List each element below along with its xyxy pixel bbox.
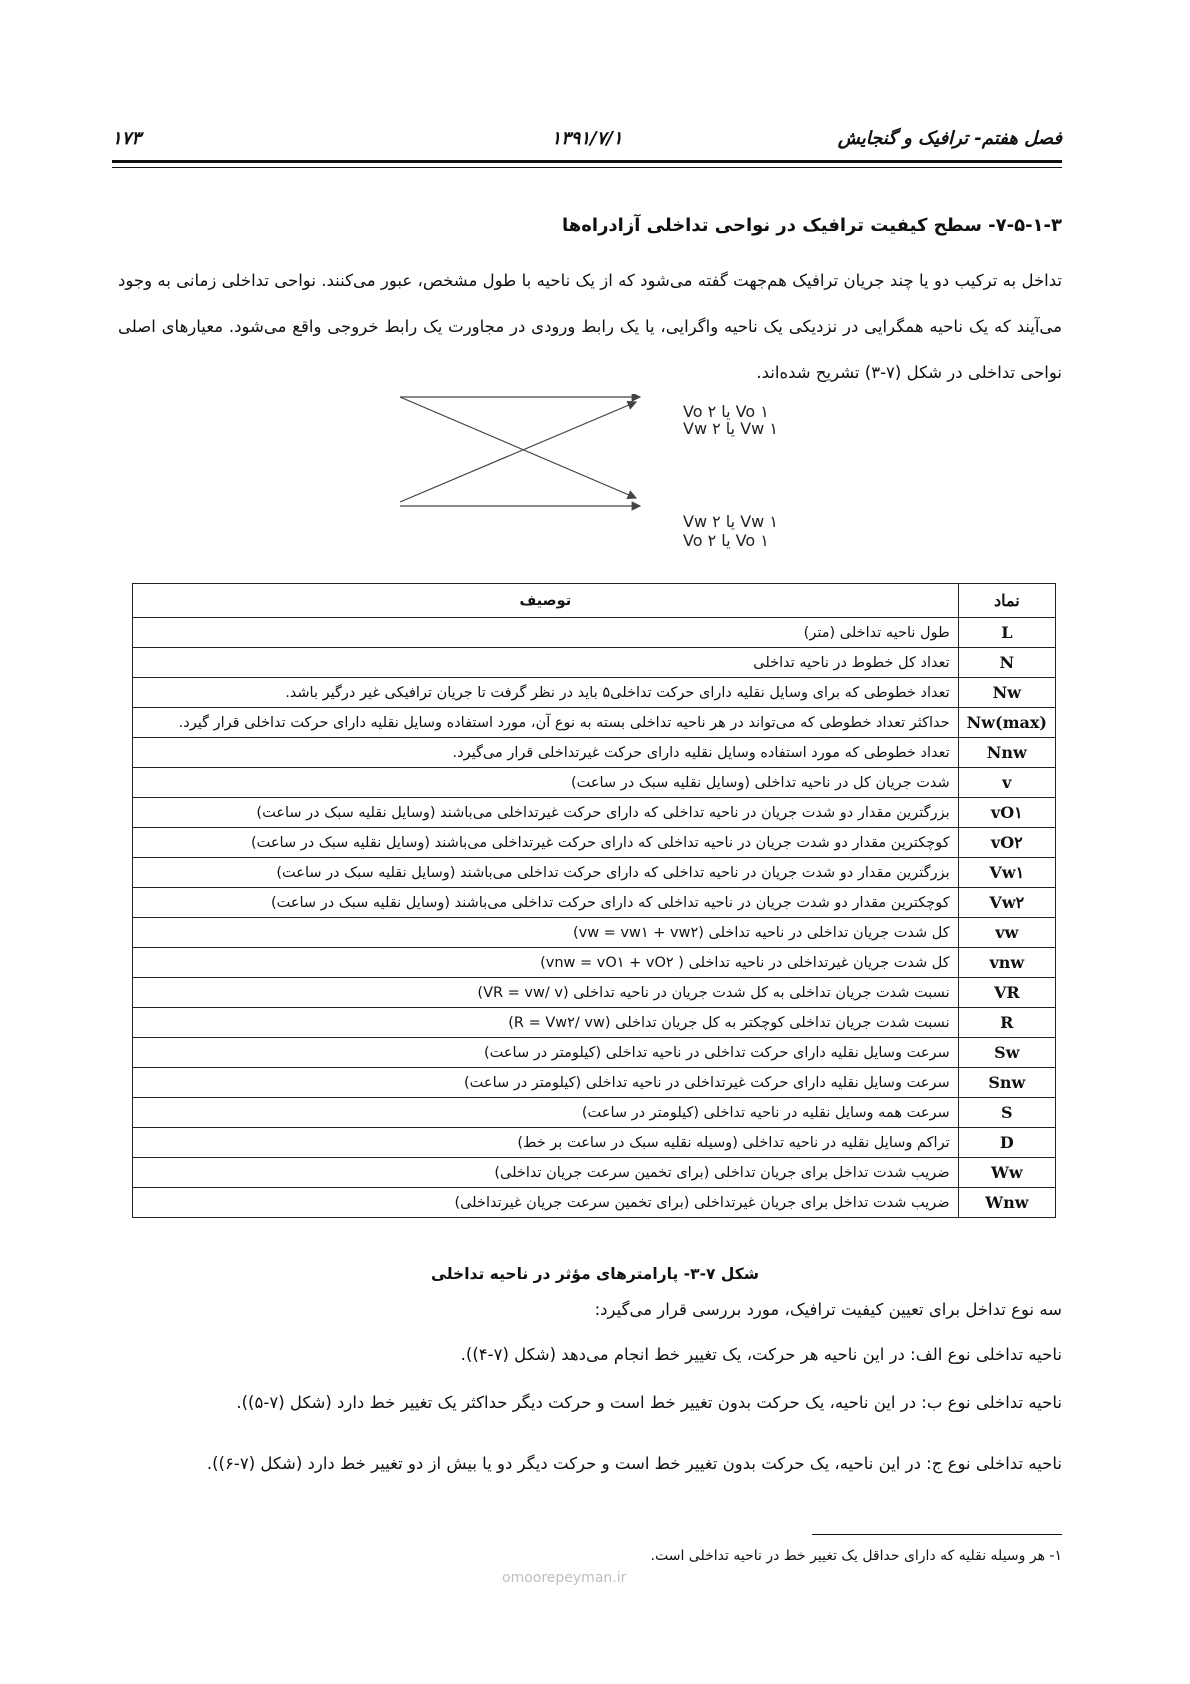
footnote: ۱- هر وسیله نقلیه که دارای حداقل یک تغییر خط در ناحیه تداخلی است. xyxy=(650,1548,1062,1564)
weaving-diagram xyxy=(400,394,820,554)
rising-cross-line xyxy=(400,402,636,502)
row-symbol: Snw xyxy=(958,1068,1055,1098)
table-row xyxy=(133,828,1056,858)
table-row xyxy=(133,678,1056,708)
row-description: ضریب شدت تداخل برای جریان غیرتداخلی (برای تخمین سرعت جریان غیرتداخلی) xyxy=(133,1188,959,1218)
weaving-parameters-table xyxy=(132,583,1056,1218)
row-symbol: Nw xyxy=(958,678,1055,708)
table-row xyxy=(133,798,1056,828)
row-description: کل شدت جریان تداخلی در ناحیه تداخلی (vw = vw۱ + vw۲) xyxy=(133,918,959,948)
table-row xyxy=(133,1098,1056,1128)
paragraph-weaving-definition: تداخل به ترکیب دو یا چند جریان ترافیک هم‌جهت گفته می‌شود که از یک ناحیه با طول مشخص، عبور می‌کنند. نواحی تداخلی زمانی به وجود می‌آیند که یک ناحیه همگرایی در نزدیکی یک ناحیه واگرایی، یا یک رابط ورودی در مجاورت یک رابط خروجی واقع می‌شود. معیارهای اصلی نواحی تداخلی در شکل (۷-۳) تشریح شده‌اند. xyxy=(118,271,1062,382)
weaving-types-intro: سه نوع تداخل برای تعیین کیفیت ترافیک، مورد بررسی قرار می‌گیرد: xyxy=(594,1300,1062,1319)
row-symbol: N xyxy=(958,648,1055,678)
page-number: ۱۷۳ xyxy=(112,128,142,149)
row-symbol: vO۱ xyxy=(958,798,1055,828)
row-symbol: R xyxy=(958,1008,1055,1038)
row-description: سرعت وسایل نقلیه دارای حرکت تداخلی در ناحیه تداخلی (کیلومتر در ساعت) xyxy=(133,1038,959,1068)
row-symbol: Nw(max) xyxy=(958,708,1055,738)
row-symbol: Sw xyxy=(958,1038,1055,1068)
row-symbol: v xyxy=(958,768,1055,798)
header-rule-thin xyxy=(112,167,1062,168)
table-row xyxy=(133,1188,1056,1218)
row-symbol: Vw۱ xyxy=(958,858,1055,888)
page-header xyxy=(112,126,1062,156)
row-description: کوچکترین مقدار دو شدت جریان در ناحیه تداخلی که دارای حرکت غیرتداخلی می‌باشند (وسایل نقلیه سبک در ساعت) xyxy=(133,828,959,858)
header-date: ۱۳۹۱/۷/۱ xyxy=(551,128,623,149)
row-symbol: L xyxy=(958,618,1055,648)
header-rule-thick xyxy=(112,160,1062,163)
table-row xyxy=(133,858,1056,888)
table-row xyxy=(133,1038,1056,1068)
table-row xyxy=(133,648,1056,678)
row-symbol: S xyxy=(958,1098,1055,1128)
row-description: تعداد خطوطی که مورد استفاده وسایل نقلیه دارای حرکت غیرتداخلی قرار می‌گیرد. xyxy=(133,738,959,768)
row-description: تعداد خطوطی که برای وسایل نقلیه دارای حرکت تداخلی۵ باید در نظر گرفت تا جریان ترافیکی غیر درگیر باشد. xyxy=(133,678,959,708)
row-symbol: Vw۲ xyxy=(958,888,1055,918)
falling-cross-line xyxy=(400,397,636,498)
watermark-text: omoorepeyman.ir xyxy=(502,1570,627,1586)
table-row xyxy=(133,1008,1056,1038)
weaving-type-a: ناحیه تداخلی نوع الف: در این ناحیه هر حرکت، یک تغییر خط انجام می‌دهد (شکل (۷-۴)). xyxy=(460,1345,1062,1364)
table-body xyxy=(133,618,1056,1218)
row-symbol: vnw xyxy=(958,948,1055,978)
table-row xyxy=(133,768,1056,798)
row-symbol: vw xyxy=(958,918,1055,948)
row-description: سرعت همه وسایل نقلیه در ناحیه تداخلی (کیلومتر در ساعت) xyxy=(133,1098,959,1128)
header-description: توصیف xyxy=(133,584,959,618)
row-description: ضریب شدت تداخل برای جریان تداخلی (برای تخمین سرعت جریان تداخلی) xyxy=(133,1158,959,1188)
row-symbol: VR xyxy=(958,978,1055,1008)
table-row xyxy=(133,1128,1056,1158)
table-row xyxy=(133,1158,1056,1188)
table-row xyxy=(133,738,1056,768)
row-symbol: Wnw xyxy=(958,1188,1055,1218)
table-row xyxy=(133,1068,1056,1098)
row-symbol: Ww xyxy=(958,1158,1055,1188)
row-description: طول ناحیه تداخلی (متر) xyxy=(133,618,959,648)
table-row xyxy=(133,708,1056,738)
row-description: بزرگترین مقدار دو شدت جریان در ناحیه تداخلی که دارای حرکت غیرتداخلی می‌باشند (وسایل نقلیه سبک در ساعت) xyxy=(133,798,959,828)
row-description: بزرگترین مقدار دو شدت جریان در ناحیه تداخلی که دارای حرکت تداخلی می‌باشند (وسایل نقلیه سبک در ساعت) xyxy=(133,858,959,888)
diagram-label-bottom-2: Vo ۱ یا Vo ۲ xyxy=(683,531,769,550)
row-description: کوچکترین مقدار دو شدت جریان در ناحیه تداخلی که دارای حرکت تداخلی می‌باشند (وسایل نقلیه سبک در ساعت) xyxy=(133,888,959,918)
table-row xyxy=(133,618,1056,648)
section-title: ۷-۵-۱-۳- سطح کیفیت ترافیک در نواحی تداخلی آزادراه‌ها xyxy=(562,215,1062,236)
header-symbol: نماد xyxy=(958,584,1055,618)
table-row xyxy=(133,978,1056,1008)
table-row xyxy=(133,918,1056,948)
row-description: تعداد کل خطوط در ناحیه تداخلی xyxy=(133,648,959,678)
row-description: شدت جریان کل در ناحیه تداخلی (وسایل نقلیه سبک در ساعت) xyxy=(133,768,959,798)
footnote-rule xyxy=(812,1534,1062,1535)
row-symbol: Nnw xyxy=(958,738,1055,768)
row-symbol: D xyxy=(958,1128,1055,1158)
row-description: تراکم وسایل نقلیه در ناحیه تداخلی (وسیله نقلیه سبک در ساعت بر خط) xyxy=(133,1128,959,1158)
row-description: نسبت شدت جریان تداخلی به کل شدت جریان در ناحیه تداخلی (VR = vw/ v) xyxy=(133,978,959,1008)
weaving-type-b: ناحیه تداخلی نوع ب: در این ناحیه، یک حرکت بدون تغییر خط است و حرکت دیگر حداکثر یک تغییر خط دارد (شکل (۷-۵)). xyxy=(236,1393,1062,1412)
diagram-label-top-1: Vo ۱ یا Vo ۲ xyxy=(683,402,769,421)
row-description: نسبت شدت جریان تداخلی کوچکتر به کل جریان تداخلی (R = Vw۲/ vw) xyxy=(133,1008,959,1038)
weaving-type-c: ناحیه تداخلی نوع ج: در این ناحیه، یک حرکت بدون تغییر خط است و حرکت دیگر دو یا بیش از دو تغییر خط دارد (شکل (۷-۶)). xyxy=(206,1454,1062,1473)
table-row xyxy=(133,948,1056,978)
row-symbol: vO۲ xyxy=(958,828,1055,858)
chapter-title: فصل هفتم- ترافیک و گنجایش xyxy=(837,128,1062,149)
diagram-label-bottom-1: Vw ۱ یا Vw ۲ xyxy=(683,512,778,531)
figure-caption: شکل ۷-۳- پارامترهای مؤثر در ناحیه تداخلی xyxy=(431,1265,759,1283)
diagram-label-top-2: Vw ۱ یا Vw ۲ xyxy=(683,419,778,438)
table-row xyxy=(133,888,1056,918)
row-description: حداکثر تعداد خطوطی که می‌تواند در هر ناحیه تداخلی بسته به نوع آن، مورد استفاده وسایل نقلیه دارای حرکت تداخلی قرار گیرد. xyxy=(133,708,959,738)
table-header-row xyxy=(133,584,1056,618)
row-description: سرعت وسایل نقلیه دارای حرکت غیرتداخلی در ناحیه تداخلی (کیلومتر در ساعت) xyxy=(133,1068,959,1098)
row-description: کل شدت جریان غیرتداخلی در ناحیه تداخلی ( vnw = vO۱ + vO۲) xyxy=(133,948,959,978)
